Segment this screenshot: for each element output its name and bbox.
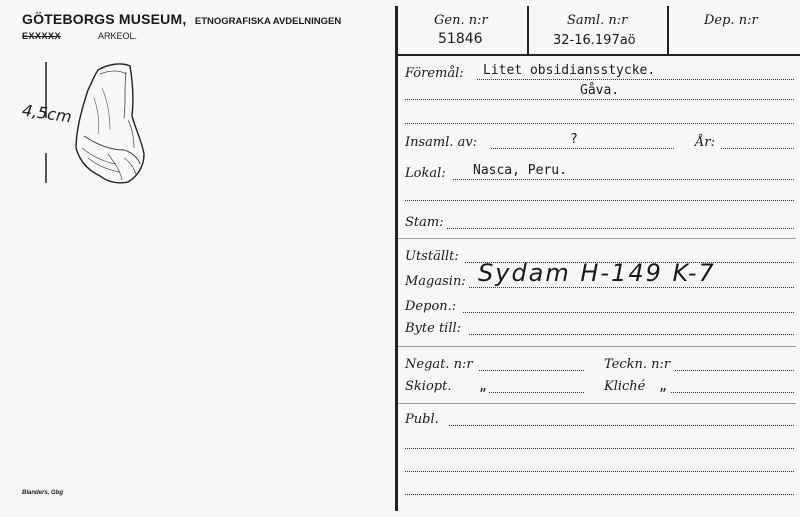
field-insaml: [405, 133, 794, 151]
field-stam: [405, 213, 794, 231]
section-divider: [398, 238, 796, 239]
header-divider: [667, 6, 669, 54]
saml-nr-label: Saml. n:r: [567, 13, 628, 28]
dotted-line: [491, 148, 674, 149]
field-label: Lokal:: [405, 166, 446, 181]
museum-name: GÖTEBORGS MUSEUM,: [22, 11, 187, 27]
section-label: ARKEOL.: [98, 31, 138, 41]
dotted-line: [479, 370, 584, 371]
magasin-handwritten-value: Sydam H-149 K-7: [478, 259, 716, 287]
field-label: Publ.: [405, 412, 439, 427]
field-skiopt: [405, 377, 794, 395]
dotted-line: [469, 334, 794, 335]
gen-nr-value: 51846: [438, 31, 483, 47]
dotted-line: [453, 179, 794, 180]
dotted-line: [405, 123, 794, 124]
dotted-line: [405, 448, 794, 449]
artifact-drawing: [38, 58, 158, 193]
header-divider: [527, 6, 529, 54]
field-lokal: [405, 164, 794, 182]
field-value: „: [479, 379, 487, 394]
dotted-line: [405, 494, 794, 495]
field-value: ?: [570, 132, 578, 147]
field-foremal-cont: [405, 84, 794, 102]
field-label: Kliché: [604, 379, 646, 394]
dotted-line: [489, 392, 584, 393]
section-divider: [398, 346, 796, 347]
field-value: „: [659, 379, 667, 394]
field-label: Negat. n:r: [405, 357, 473, 372]
dep-nr-label: Dep. n:r: [704, 13, 758, 28]
field-label: År:: [695, 135, 715, 150]
field-publ: [405, 410, 794, 428]
department-name: ETNOGRAFISKA AVDELNINGEN: [194, 16, 342, 27]
field-negat: [405, 355, 794, 373]
dotted-line: [405, 99, 794, 100]
saml-nr-value: 32-16.197aö: [553, 33, 636, 48]
struck-section: EXXXXX: [22, 31, 62, 41]
dotted-line: [469, 287, 794, 288]
printer-mark: Blanders, Gbg: [22, 490, 64, 496]
field-value: Nasca, Peru.: [473, 163, 567, 178]
dotted-line: [405, 471, 794, 472]
field-label: Byte till:: [405, 321, 462, 336]
gen-nr-label: Gen. n:r: [434, 13, 488, 28]
dotted-line: [405, 200, 794, 201]
dotted-line: [675, 370, 794, 371]
field-byte: [405, 319, 794, 337]
museum-heading: [22, 11, 341, 29]
field-label: Föremål:: [405, 66, 464, 81]
dotted-line: [447, 228, 794, 229]
dotted-line: [449, 425, 794, 426]
field-label: Utställt:: [405, 249, 459, 264]
field-depon: [405, 297, 794, 315]
header-bottom-border: [395, 54, 800, 56]
dotted-line: [463, 312, 794, 313]
dotted-line: [671, 392, 794, 393]
field-label: Teckn. n:r: [604, 357, 671, 372]
field-label: Insaml. av:: [405, 135, 478, 150]
dotted-line: [721, 148, 794, 149]
field-foremal: [405, 64, 794, 82]
dotted-line: [477, 79, 794, 80]
section-divider: [398, 403, 796, 404]
field-value: Litet obsidiansstycke.: [483, 63, 656, 78]
field-label: Skiopt.: [405, 379, 452, 394]
field-label: Magasin:: [405, 274, 466, 289]
field-label: Stam:: [405, 215, 444, 230]
field-label: Depon.:: [405, 299, 457, 314]
field-value: Gåva.: [580, 83, 620, 98]
size-note: 4,5cm: [20, 100, 73, 127]
form-left-border: [395, 6, 398, 511]
